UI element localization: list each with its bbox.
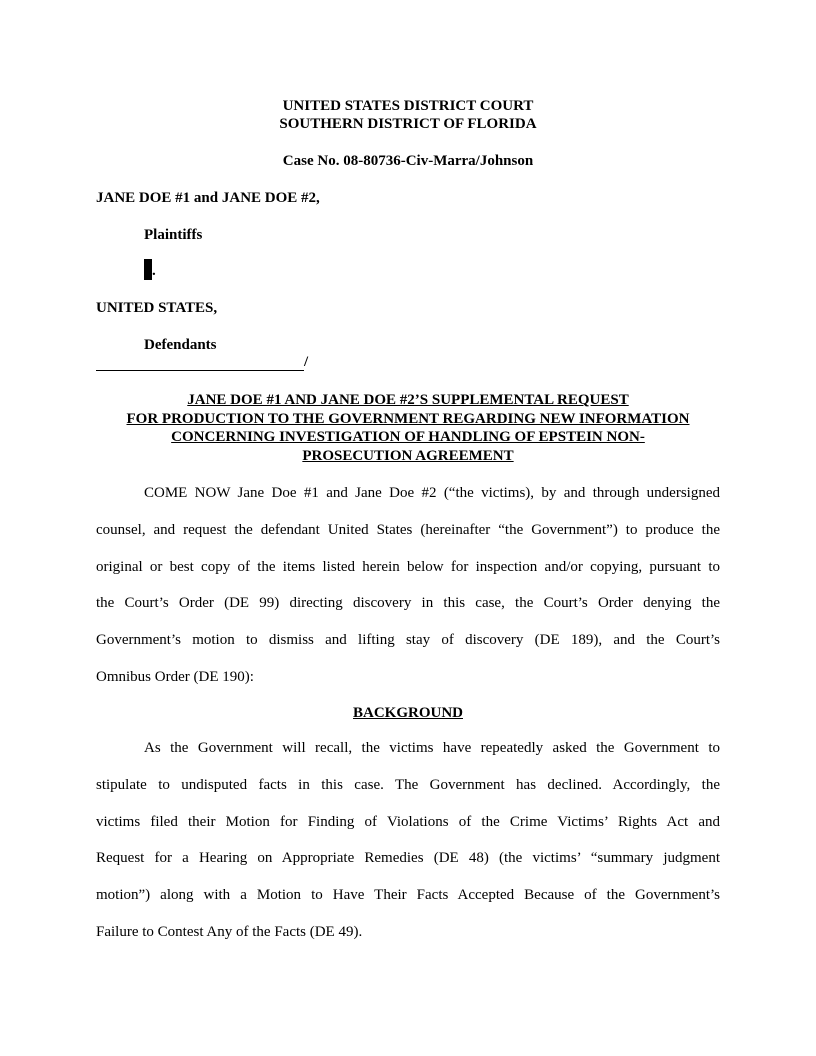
paragraph-line: Failure to Contest Any of the Facts (DE 49). [96,923,363,940]
document-title [96,391,720,465]
paragraph-line: stipulate to undisputed facts in this case. The Government has declined. Accordingly, the [96,776,720,793]
title-line: PROSECUTION AGREEMENT [302,447,514,464]
paragraph-line: COME NOW Jane Doe #1 and Jane Doe #2 (“the victims), by and through undersigned [144,485,720,501]
caption-rule [96,352,304,371]
defendants-label: Defendants [144,337,217,353]
versus-suffix: . [152,263,156,279]
title-line: FOR PRODUCTION TO THE GOVERNMENT REGARDING NEW INFORMATION [126,410,690,427]
paragraph-line: As the Government will recall, the victims have repeatedly asked the Government to [144,740,720,756]
paragraph-line: Government’s motion to dismiss and lifting stay of discovery (DE 189), and the Court’s [96,632,720,649]
paragraph-line: motion”) along with a Motion to Have Their Facts Accepted Because of the Government’s [96,887,720,904]
caption-slash: / [304,354,309,370]
plaintiffs-names: JANE DOE #1 and JANE DOE #2, [96,190,320,206]
paragraph-line: victims filed their Motion for Finding of Violations of the Crime Victims’ Rights Act and [96,813,720,830]
background-heading: BACKGROUND [352,705,463,721]
plaintiffs-label: Plaintiffs [144,227,203,243]
defendant-name: UNITED STATES, [96,300,218,316]
title-line: CONCERNING INVESTIGATION OF HANDLING OF EPSTEIN NON- [171,429,645,445]
court-name-line1: UNITED STATES DISTRICT COURT [282,98,534,114]
paragraph-line: the Court’s Order (DE 99) directing discovery in this case, the Court’s Order denying the [96,595,720,612]
intro-paragraph [96,475,720,696]
paragraph-line: counsel, and request the defendant United States (hereinafter “the Government”) to produce the [96,521,720,538]
court-name-line2: SOUTHERN DISTRICT OF FLORIDA [279,116,537,132]
paragraph-line: original or best copy of the items listed herein below for inspection and/or copying, pursuant to [96,558,720,575]
paragraph-line: Omnibus Order (DE 190): [96,668,254,685]
background-paragraph [96,730,720,951]
case-number: Case No. 08-80736-Civ-Marra/Johnson [282,153,534,169]
title-line: JANE DOE #1 AND JANE DOE #2’S SUPPLEMENTAL REQUEST [187,392,629,408]
redaction-block [144,259,152,280]
paragraph-line: Request for a Hearing on Appropriate Remedies (DE 48) (the victims’ “summary judgment [96,850,720,867]
